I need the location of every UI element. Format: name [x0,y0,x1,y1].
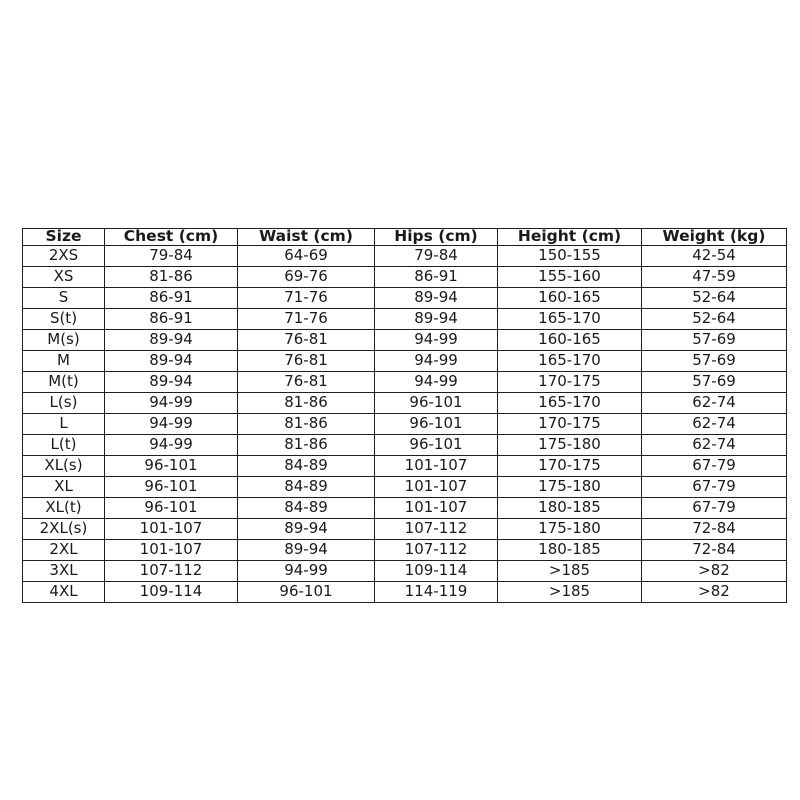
size-cell: 2XL(s) [23,518,105,539]
table-cell: 96-101 [105,497,238,518]
table-cell: 175-180 [498,434,642,455]
table-cell: 72-84 [642,518,787,539]
table-cell: 62-74 [642,392,787,413]
table-cell: 101-107 [105,518,238,539]
size-cell: M(s) [23,329,105,350]
table-cell: 52-64 [642,287,787,308]
table-cell: 101-107 [375,455,498,476]
table-cell: 94-99 [105,413,238,434]
size-chart-table [22,228,787,603]
table-cell: 180-185 [498,497,642,518]
table-cell: 62-74 [642,413,787,434]
table-cell: 67-79 [642,476,787,497]
size-cell: 4XL [23,581,105,602]
table-cell: 52-64 [642,308,787,329]
table-row [23,371,787,392]
table-header [23,229,787,246]
table-cell: 114-119 [375,581,498,602]
table-cell: >82 [642,581,787,602]
table-row [23,455,787,476]
table-cell: 160-165 [498,329,642,350]
table-cell: 89-94 [375,287,498,308]
table-cell: 81-86 [238,434,375,455]
table-row [23,581,787,602]
table-cell: >185 [498,581,642,602]
table-cell: 62-74 [642,434,787,455]
table-cell: 89-94 [105,350,238,371]
table-cell: 96-101 [375,434,498,455]
size-cell: M(t) [23,371,105,392]
table-cell: 107-112 [375,518,498,539]
table-row [23,476,787,497]
table-cell: 107-112 [105,560,238,581]
table-row [23,329,787,350]
table-cell: 71-76 [238,308,375,329]
table-cell: 64-69 [238,245,375,266]
table-cell: 89-94 [238,539,375,560]
table-cell: 76-81 [238,329,375,350]
table-cell: 150-155 [498,245,642,266]
table-cell: 84-89 [238,476,375,497]
table-cell: 175-180 [498,476,642,497]
table-cell: 76-81 [238,350,375,371]
size-cell: 3XL [23,560,105,581]
table-cell: 165-170 [498,392,642,413]
table-cell: 109-114 [375,560,498,581]
table-cell: >82 [642,560,787,581]
table-cell: 101-107 [375,476,498,497]
table-cell: 86-91 [105,308,238,329]
size-cell: 2XS [23,245,105,266]
size-cell: XL [23,476,105,497]
column-header: Waist (cm) [238,229,375,246]
table-cell: 72-84 [642,539,787,560]
table-cell: 165-170 [498,308,642,329]
table-row [23,308,787,329]
table-cell: 94-99 [375,371,498,392]
column-header: Weight (kg) [642,229,787,246]
table-cell: 89-94 [238,518,375,539]
table-cell: 47-59 [642,266,787,287]
table-cell: 86-91 [105,287,238,308]
table-cell: 81-86 [238,392,375,413]
table-cell: 96-101 [375,392,498,413]
table-cell: 170-175 [498,371,642,392]
table-cell: 79-84 [375,245,498,266]
size-cell: S(t) [23,308,105,329]
table-cell: 79-84 [105,245,238,266]
table-cell: 57-69 [642,329,787,350]
table-cell: 96-101 [105,455,238,476]
table-row [23,245,787,266]
size-cell: L(s) [23,392,105,413]
table-cell: 96-101 [238,581,375,602]
table-cell: 170-175 [498,413,642,434]
column-header: Chest (cm) [105,229,238,246]
size-cell: L(t) [23,434,105,455]
header-row [23,229,787,246]
table-cell: 155-160 [498,266,642,287]
table-cell: 86-91 [375,266,498,287]
table-cell: 170-175 [498,455,642,476]
table-cell: 71-76 [238,287,375,308]
size-cell: XL(t) [23,497,105,518]
table-cell: 84-89 [238,455,375,476]
table-row [23,518,787,539]
table-cell: 94-99 [105,392,238,413]
table-row [23,287,787,308]
table-cell: 165-170 [498,350,642,371]
table-cell: 57-69 [642,371,787,392]
table-cell: 94-99 [375,350,498,371]
table-row [23,413,787,434]
size-cell: XL(s) [23,455,105,476]
table-cell: 96-101 [375,413,498,434]
table-cell: 94-99 [105,434,238,455]
table-cell: 175-180 [498,518,642,539]
table-cell: 69-76 [238,266,375,287]
table-cell: 84-89 [238,497,375,518]
column-header: Size [23,229,105,246]
table-cell: 89-94 [105,371,238,392]
table-cell: 67-79 [642,455,787,476]
table-cell: 57-69 [642,350,787,371]
table-cell: 81-86 [105,266,238,287]
size-cell: 2XL [23,539,105,560]
table-row [23,266,787,287]
size-cell: L [23,413,105,434]
table-cell: 89-94 [375,308,498,329]
size-cell: S [23,287,105,308]
table-cell: 42-54 [642,245,787,266]
table-row [23,539,787,560]
table-cell: 160-165 [498,287,642,308]
table-row [23,434,787,455]
table-cell: 67-79 [642,497,787,518]
table-row [23,350,787,371]
column-header: Height (cm) [498,229,642,246]
table-row [23,392,787,413]
table-cell: 81-86 [238,413,375,434]
table-body [23,245,787,603]
table-cell: 89-94 [105,329,238,350]
table-cell: 94-99 [375,329,498,350]
table-cell: 101-107 [375,497,498,518]
size-cell: XS [23,266,105,287]
table-row [23,560,787,581]
table-cell: 76-81 [238,371,375,392]
column-header: Hips (cm) [375,229,498,246]
table-cell: 96-101 [105,476,238,497]
table-cell: 107-112 [375,539,498,560]
table-cell: 109-114 [105,581,238,602]
table-cell: 180-185 [498,539,642,560]
table-row [23,497,787,518]
table-cell: >185 [498,560,642,581]
table-cell: 101-107 [105,539,238,560]
size-cell: M [23,350,105,371]
table-cell: 94-99 [238,560,375,581]
